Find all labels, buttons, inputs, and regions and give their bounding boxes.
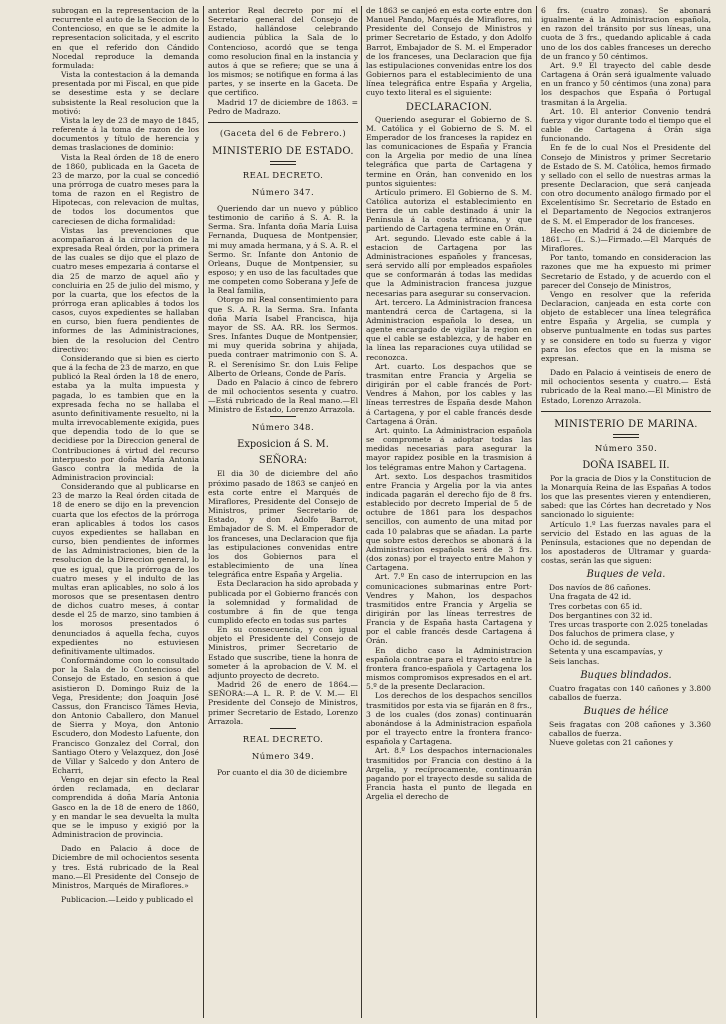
section-heading: SEÑORA: <box>258 455 308 467</box>
paragraph: En su consecuencia, y con igual objeto el Presidente del Consejo de Ministros, primer Secretario de Estado que suscribe, tiene la honra de someter á la aprobacion de V. M. el adjunto proyecto de decreto. <box>208 625 358 680</box>
paragraph: Vistas las prevenciones que acompañaron á la circulacion de la expresada Real órden, por la primera de las cuales se dijo que el plazo de cuatro meses empezaria á contarse el dia 25 de marzo de aquel año y concluiria en 25 de julio del mismo, y por la cuarta, que los efectos de la prórroga eran aplicables á todos los casos, cuyos expedientes se hallaban en curso, bien fuera pendientes de informes de las Administraciones, bien de la resolucion del Centro directivo: <box>52 225 199 354</box>
paragraph: Art. cuarto. Los despachos que se trasmitan entre Francia y Argelia se dirigirán por el cable francés de Port-Vendres á Mahon, por los cables y las líneas terrestres de España desde Mahon á Cartagena, y por el cable francés desde Cartagena á Orán. <box>366 361 532 426</box>
column-divider <box>203 6 204 1018</box>
paragraph: Madrid 17 de diciembre de 1863. = Pedro de Madrazo. <box>208 97 358 116</box>
paragraph: Artículo primero. El Gobierno de S. M. Católica autoriza el establecimiento en tierra de un cable destinado á unir la Península á la costa africana, y que partiendo de Cartagena termine en Orán. <box>366 187 532 234</box>
section-heading: REAL DECRETO. <box>242 734 324 745</box>
paragraph: En fe de lo cual Nos el Presidente del Consejo de Ministros y primer Secretario de Estado de S. M. Católica, hemos firmado y sellado con el sello de nuestras armas la presente Declaracion, que será canjeada con otro documento análogo firmado por el Excelentísimo Sr. Secretario de Estado en el Departamento de Negocios extranjeros de S. M. el Emperador de los franceses. <box>541 143 711 226</box>
fleet-list-item: Nueve goletas con 21 cañones y <box>549 738 673 748</box>
fleet-list-item: Seis fragatas con 208 cañones y 3.360 caballos de fuerza. <box>549 720 711 739</box>
paragraph: Por cuanto el dia 30 de diciembre <box>217 767 348 777</box>
section-heading: MINISTERIO DE MARINA. <box>554 418 698 430</box>
paragraph: Por la gracia de Dios y la Constitucion de la Monarquía Reina de las Españas A todos los que las presentes vieren y entendieren, sabed: que las Córtes han decretado y Nos sancionado lo siguiente: <box>541 473 711 520</box>
fleet-list-item: Tres urcas trasporte con 2.025 toneladas <box>549 619 708 629</box>
section-heading: DOÑA ISABEL II. <box>582 459 670 471</box>
section-heading: Número 349. <box>251 751 315 762</box>
paragraph: Publicacion.—Leido y publicado el <box>61 895 194 904</box>
paragraph: de 1863 se canjeó en esta corte entre don Manuel Pando, Marqués de Miraflores, mi Presidente del Consejo de Ministros y primer Secretario de Estado, y don Adolfo Barrot, Embajador de S. M. el Emperador de los franceses, una Declaracion que fija las estipulaciones convenidas entre los dos Gobiernos para el establecimiento de una línea telegráfica entre España y Argelia, cuyo texto literal es el siguiente: <box>366 6 532 98</box>
paragraph: Artículo 1.º Las fuerzas navales para el servicio del Estado en las aguas de la Península, estaciones que no dependan de los apostaderos de Ultramar y guarda-costas, serán las que siguen: <box>541 519 711 566</box>
paragraph: Art. quinto. La Administracion española se compromete á adoptar todas las medidas necesarias para asegurar la mayor rapidez posible en la trasmision á los telégramas entre Mahon y Cartagena. <box>366 425 532 472</box>
short-rule <box>270 728 296 729</box>
section-heading: Buques blindados. <box>580 669 672 681</box>
column-divider <box>536 6 537 1018</box>
paragraph: En dicho caso la Administracion española contrae para el trayecto entre la frontera franco-española y Cartagena los mismos compromisos expresados en el art. 5.º de la presente Declaracion. <box>366 645 532 692</box>
paragraph: Esta Declaracion ha sido aprobada y publicada por el Gobierno francés con la solemnidad y formalidad de costumbre á fin de que tenga cumplido efecto en todas sus partes <box>208 579 358 625</box>
fleet-list-item: Setenta y una escampavías, y <box>549 647 663 657</box>
paragraph: Madrid 26 de enero de 1864.— SEÑORA:—A L. R. P. de V. M.— El Presidente del Consejo de Ministros, primer Secretario de Estado, Lorenzo Arrazola. <box>208 680 358 726</box>
paragraph: Art. 10. El anterior Convenio tendrá fuerza y vigor durante todo el tiempo que el cable de Cartagena á Orán siga funcionando. <box>541 106 711 144</box>
double-rule <box>613 434 639 438</box>
paragraph: Dado en Palacio á cinco de febrero de mil ochocientos sesenta y cuatro. —Está rubricado de la Real mano.—El Ministro de Estado, Lorenzo Arrazola. <box>208 377 358 415</box>
paragraph: Otorgo mi Real consentimiento para que S. A. R. la Serma. Sra. Infanta doña María Isabel Francisca, hija mayor de SS. AA. RR. los Sermos. Sres. Infantes Duque de Montpensier, mi muy querida sobrina y ahijada, pueda contraer matrimonio con S. A. R. el Serenísimo Sr. don Luis Felipe Alberto de Orleans, Conde de París. <box>208 295 358 378</box>
paragraph: Art. tercero. La Administracion francesa mantendrá cerca de Cartagena, si la Administracion española lo desea, un agente encargado de vigilar la region en que el cable se establezca, y de haber en la línea las reparaciones cuya utilidad se reconozca. <box>366 297 532 362</box>
paragraph: Por tanto, tomando en consideracion las razones que me ha expuesto mi primer Secretario de Estado, y de acuerdo con el parecer del Consejo de Ministros, <box>541 253 711 290</box>
paragraph: Vista la Real órden de 18 de enero de 1860, publicada en la Gaceta de 23 de marzo, por la cual se concedió una prórroga de cuatro meses para la toma de razon en el Registro de Hipotecas, con relevacion de multas, de todos los documentos que careciesen de dicha formalidad: <box>52 152 199 226</box>
paragraph: Dado en Palacio á veintiseis de enero de mil ochocientos sesenta y cuatro.— Está rubricado de la Real mano.—El Ministro de Estado, Lorenzo Arrazola. <box>541 368 711 405</box>
paragraph: Considerando que si bien es cierto que á la fecha de 23 de marzo, en que publicó la Real órden la 18 de enero, estaba ya la multa impuesta y pagada, lo es tambien que en la expresada fecha no se hallaba el asunto definitivamente resuelto, ni la multa irrevocablemente exigida, pues que dependia todo de lo que se decidiese por la Direccion general de Contribuciones á virtud del recurso interpuesto por doña María Antonia Gasco contra la medida de la Administracion provincial: <box>52 353 199 482</box>
paragraph: 6 frs. (cuatro zonas). Se abonará igualmente á la Administracion española, en razon del tránsito por sus líneas, una cuota de 3 frs., quedando aplicable á cada uno de los dos cables franceses un derecho de un franco y 50 céntimos. <box>541 6 711 61</box>
fleet-list-item: Seis lanchas. <box>549 656 600 666</box>
paragraph: El dia 30 de diciembre del año próximo pasado de 1863 se canjeó en esta corte entre el Marqués de Miraflores, Presidente del Consejo de Ministros, primer Secretario de Estado, y don Adolfo Barrot, Embajador de S. M. el Emperador de los franceses, una Declaracion que fija las estipulaciones convenidas entre los dos Gobiernos para el establecimiento de una línea telegráfica entre España y Argelia. <box>208 469 358 580</box>
column-3 <box>366 6 532 1018</box>
paragraph: Conformándome con lo consultado por la Sala de lo Contencioso del Consejo de Estado, en sesion á que asistieron D. Domingo Ruiz de la Vega, Presidente; don Joaquin José Cassus, don Francisco Támes Hevia, don Antonio Caballero, don Manuel de Sierra y Moya, don Antonio Escudero, don Modesto Lafuente, don Francisco Gonzalez del Corral, don Santiago Otero y Velazquez, don José de Villar y Salcedo y don Antero de Echarri, <box>52 656 199 775</box>
paragraph: Vista la contestacion á la demanda presentada por mi Fiscal, en que pide se desestime esta y se declare subsistente la Real resolucion que la motivó: <box>52 70 199 116</box>
column-4 <box>541 6 711 1018</box>
paragraph: Queriendo asegurar el Gobierno de S. M. Católica y el Gobierno de S. M. el Emperador de los franceses la rapidez en las comunicaciones de España y Francia con la Argelia por medio de una línea telegráfica que parta de Cartagena y termine en Orán, han convenido en los puntos siguientes: <box>366 114 532 188</box>
section-heading: (Gaceta del 6 de Febrero.) <box>219 128 347 139</box>
short-rule <box>270 416 296 417</box>
section-heading: MINISTERIO DE ESTADO. <box>212 145 354 157</box>
fleet-list-item: Tres corbetas con 65 id. <box>549 601 643 611</box>
section-heading: Número 348. <box>251 423 315 434</box>
column-1 <box>52 6 199 1018</box>
paragraph: Vista la ley de 23 de mayo de 1845, referente á la toma de razon de los documentos y título de herencia y demas traslaciones de dominio: <box>52 115 199 153</box>
section-heading: Buques de vela. <box>586 569 666 581</box>
double-rule <box>270 161 296 165</box>
fleet-list-item: Cuatro fragatas con 140 cañones y 3.800 caballos de fuerza. <box>549 683 711 702</box>
fleet-list-item: Dos faluchos de primera clase, y <box>549 629 675 639</box>
paragraph: Art. 7.º En caso de interrupcion en las comunicaciones submarinas entre Port-Vendres y Mahon, los despachos trasmitidos entre Francia y Argelia se dirigirán por las líneas terrestres de Francia y de España hasta Cartagena y por el cable francés desde Cartagena á Orán. <box>366 572 532 646</box>
fleet-list-item: Una fragata de 42 id. <box>549 592 632 602</box>
section-heading: Buques de hélice <box>583 706 669 717</box>
paragraph: Queriendo dar un nuevo y público testimonio de cariño á S. A. R. la Serma. Sra. Infanta doña María Luisa Fernanda, Duquesa de Montpensier, mi muy amada hermana, y á S. A. R. el Sermo. Sr. Infante don Antonio de Orleans, Duque de Montpensier, su esposo; y en uso de las facultades que me competen como Soberana y Jefe de la Real familia, <box>208 203 358 296</box>
column-2 <box>208 6 358 1018</box>
paragraph: Los derechos de los despachos sencillos trasmitidos por esta via se fijarán en 8 frs., 3 de los cuales (dos zonas) continuarán abonándose á la Administracion española por el trayecto entre la frontera franco-española y Cartagena. <box>366 691 532 747</box>
paragraph: Dado en Palacio á doce de Diciembre de mil ochocientos sesenta y tres. Está rubricado de la Real mano.—El Presidente del Consejo de Ministros, Marqués de Miraflores.» <box>52 844 199 890</box>
section-heading: Número 350. <box>594 443 658 454</box>
paragraph: anterior Real decreto por mí el Secretario general del Consejo de Estado, hallándose celebrando audiencia pública la Sala de lo Contencioso, acordó que se tenga como resolucion final en la instancia y autos á que se refiere; que se una á los mismos; se notifique en forma á las partes, y se inserte en la Gaceta. De que certifico. <box>208 6 358 98</box>
section-rule <box>208 122 358 123</box>
paragraph: Considerando que al publicarse en 23 de marzo la Real órden citada de 18 de enero se dijo en la prevencion cuarta que los efectos de la prórroga eran aplicables á todos los casos cuyos expedientes se hallaban en curso, bien pendientes de informes de las Administraciones, bien de la resolucion de la Direccion general, lo que es igual, que la prórroga de los cuatro meses y el indulto de las multas eran aplicables, no solo á los morosos que se presentasen dentro de dichos cuatro meses, á contar desde el 25 de marzo, sino tambien á los morosos presentados ó denunciados á aquella fecha, cuyos expedientes no estuviesen definitivamente ultimados. <box>52 482 199 656</box>
paragraph: Vengo en resolver que la referida Declaracion, canjeada en esta corte con objeto de establecer una línea telegráfica entre España y Argelia, se cumpla y observe puntualmente en todas sus partes y se considere en todo su fuerza y vigor para los efectos que en la misma se expresan. <box>541 289 711 363</box>
section-rule <box>541 411 711 412</box>
fleet-list-item: Dos navíos de 86 cañones. <box>549 583 651 593</box>
paragraph: subrogan en la representacion de la recurrente el auto de la Seccion de lo Contencioso, en que se le admite la representacion solicitada, y el escrito en que el referido don Cándido Nocedal reproduce la demanda formulada: <box>52 6 199 70</box>
section-heading: Número 347. <box>251 187 315 198</box>
section-heading: DECLARACION. <box>405 101 493 113</box>
paragraph: Hecho en Madrid á 24 de diciembre de 1861.— (L. S.)—Firmado.—El Marqués de Miraflores. <box>541 225 711 254</box>
fleet-list-item: Ocho id. de segunda. <box>549 638 631 648</box>
paragraph: Art. sexto. Los despachos trasmitidos entre Francia y Argelia por la via antes indicada pagarán el derecho fijo de 8 frs. establecido por decreto Imperial de 5 de octubre de 1861 para los despachos sencillos, con aumento de una mitad por cada 10 palabras que se añadan. La parte que sobre estos derechos se abonará á la Administracion española será de 3 frs. (dos zonas) por el trayecto entre Mahon y Cartagena. <box>366 471 532 573</box>
fleet-list-item: Dos bergantines con 32 id. <box>549 610 653 620</box>
paragraph: Art. segundo. Llevado este cable á la estacion de Cartagena por las Administraciones españoles y francesas, será servido allí por empleados españoles que se conformarán á todas las medidas que la Administracion francesa juzgue necesarias para asegurar su conservacion. <box>366 233 532 298</box>
paragraph: Art. 9.º El trayecto del cable desde Cartagena á Orán será igualmente valuado en un franco y 50 céntimos (una zona) para los despachos que España ó Portugal trasmitan á la Argelia. <box>541 60 711 107</box>
paragraph: Art. 8.º Los despachos internacionales trasmitidos por Francia con destino á la Argelia, y recíprocamente, continuarán pagando por el trayecto desde su salida de Francia hasta el punto de llegada en Argelia el derecho de <box>366 746 532 802</box>
section-heading: Exposicion á S. M. <box>237 439 329 451</box>
paragraph: Vengo en dejar sin efecto la Real órden reclamada, en declarar comprendida á doña María Antonia Gasco en la de 18 de enero de 1860, y en mandar le sea devuelta la multa que se le impuso y exigió por la Administracion de provincia. <box>52 775 199 840</box>
column-divider <box>361 6 362 1018</box>
section-heading: REAL DECRETO. <box>242 170 324 181</box>
